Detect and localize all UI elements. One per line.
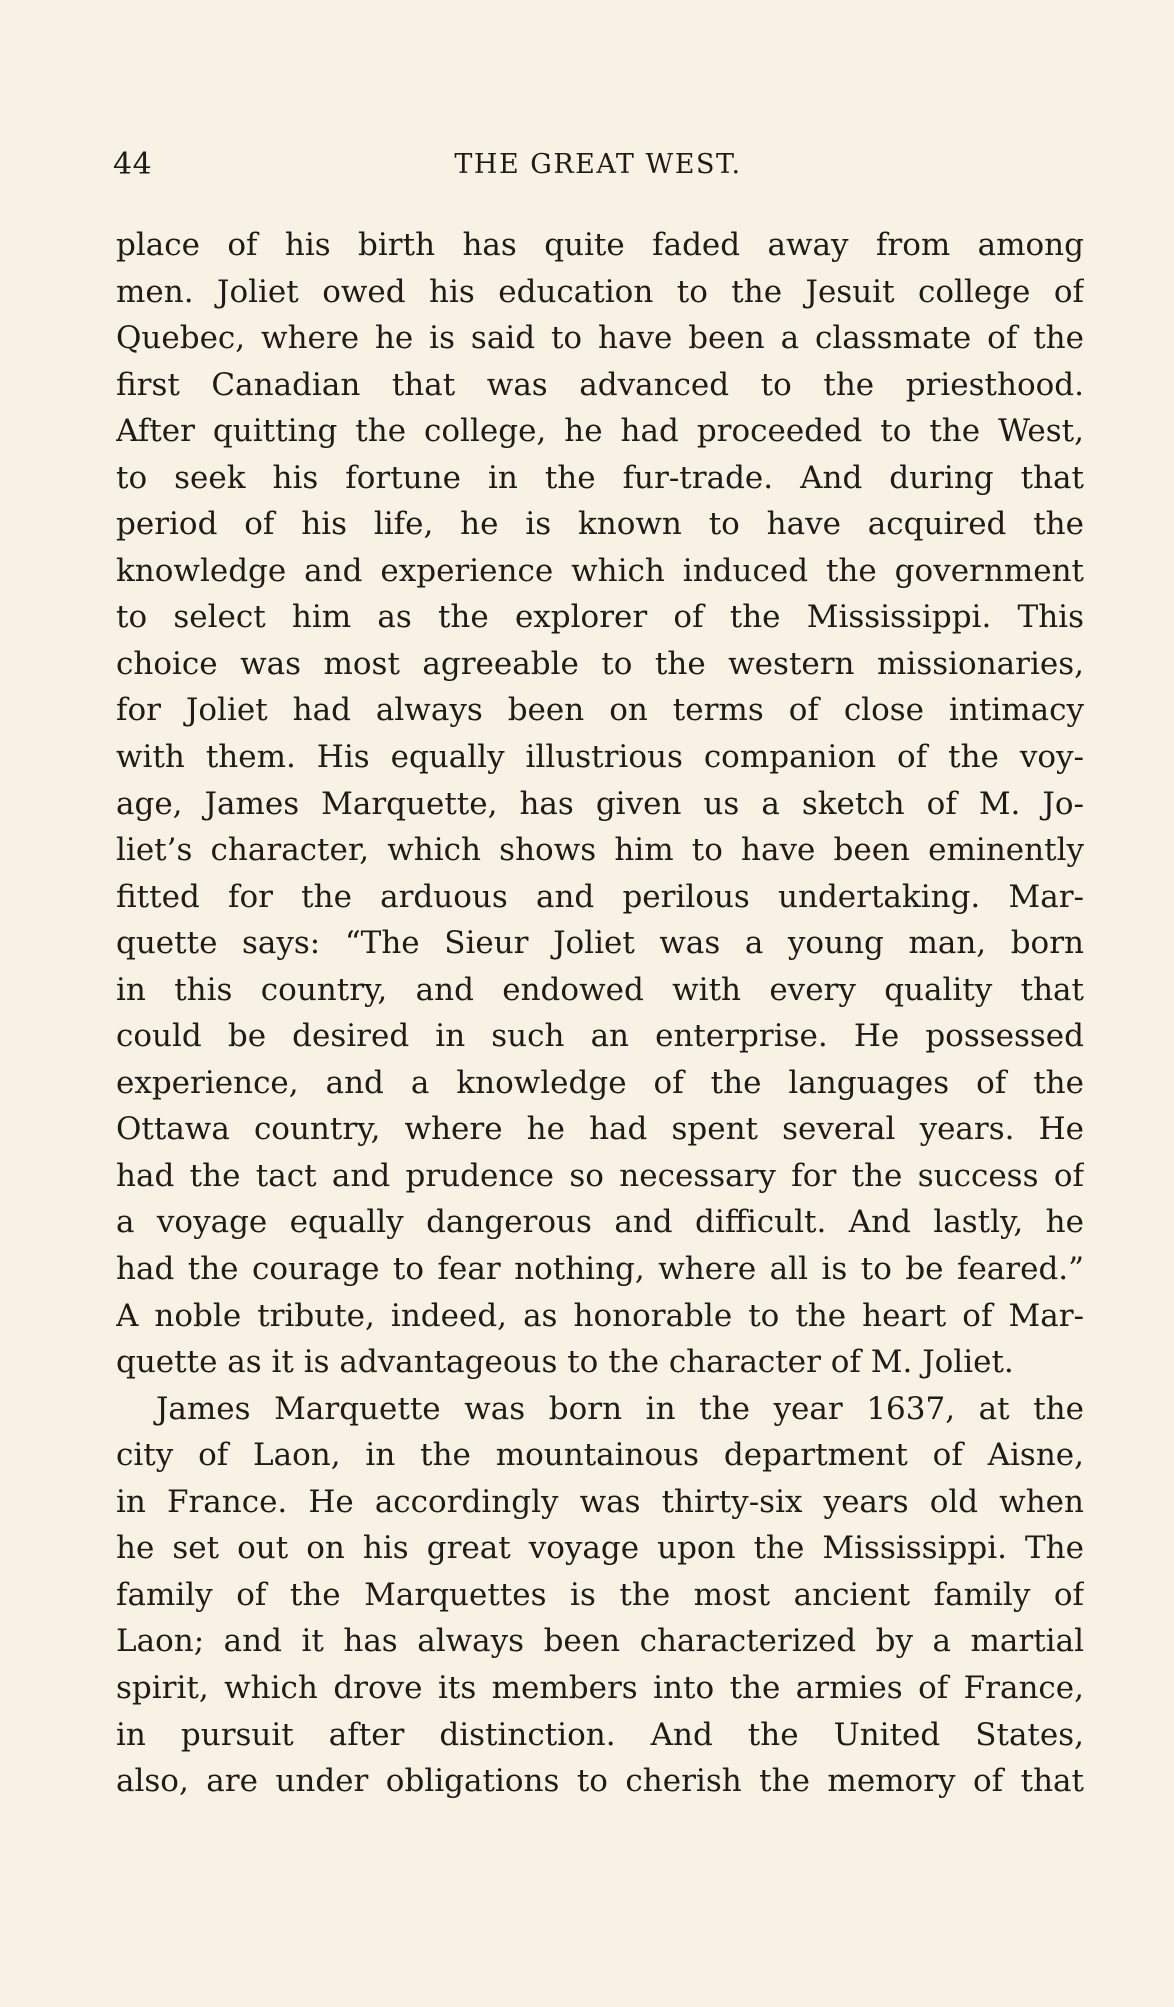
text-line: After quitting the college, he had proceeded to the West,: [116, 413, 1084, 450]
text-line: in this country, and endowed with every quality that: [116, 971, 1084, 1008]
text-line: experience, and a knowledge of the languages of the: [116, 1064, 1084, 1101]
text-line: he set out on his great voyage upon the Mississippi. The: [116, 1530, 1084, 1567]
page-number: 44: [113, 147, 153, 182]
text-line: knowledge and experience which induced the government: [116, 552, 1084, 589]
text-line: fitted for the arduous and perilous undertaking. Mar-: [116, 878, 1084, 915]
text-line: first Canadian that was advanced to the priesthood.: [116, 366, 1084, 403]
text-line: period of his life, he is known to have acquired the: [116, 506, 1084, 543]
text-line: age, James Marquette, has given us a sketch of M. Jo-: [116, 785, 1084, 822]
text-line: to seek his fortune in the fur-trade. And during that: [116, 459, 1084, 496]
text-line: a voyage equally dangerous and difficult. And lastly, he: [116, 1204, 1084, 1241]
text-line: could be desired in such an enterprise. He possessed: [116, 1018, 1084, 1055]
text-line: in pursuit after distinction. And the United States,: [116, 1716, 1084, 1753]
text-line: liet’s character, which shows him to have been eminently: [116, 832, 1084, 869]
text-line: had the courage to fear nothing, where all is to be feared.”: [116, 1251, 1084, 1288]
text-line: Ottawa country, where he had spent several years. He: [116, 1111, 1084, 1148]
text-line: spirit, which drove its members into the armies of France,: [116, 1669, 1084, 1706]
text-line: city of Laon, in the mountainous department of Aisne,: [116, 1437, 1084, 1474]
text-line: place of his birth has quite faded away from among: [116, 227, 1084, 263]
text-line: quette says: “The Sieur Joliet was a young man, born: [116, 925, 1084, 962]
text-line: men. Joliet owed his education to the Jesuit college of: [116, 273, 1084, 310]
text-line: had the tact and prudence so necessary for the success of: [116, 1157, 1084, 1194]
paragraph-first-line: James Marquette was born in the year 1637, at the: [156, 1390, 1084, 1427]
text-line: also, are under obligations to cherish the memory of that: [116, 1763, 1084, 1800]
text-line: Laon; and it has always been characterized by a martial: [116, 1623, 1084, 1660]
text-line: for Joliet had always been on terms of close intimacy: [116, 692, 1084, 729]
text-line: quette as it is advantageous to the character of M. Joliet.: [116, 1344, 1014, 1381]
running-head: THE GREAT WEST.: [454, 149, 742, 180]
text-line: in France. He accordingly was thirty-six years old when: [116, 1483, 1084, 1520]
text-line: family of the Marquettes is the most ancient family of: [116, 1576, 1084, 1613]
page-header: [113, 140, 1083, 190]
text-line: Quebec, where he is said to have been a classmate of the: [116, 320, 1084, 357]
text-line: to select him as the explorer of the Mississippi. This: [116, 599, 1084, 636]
body-text: [116, 222, 1084, 1805]
text-line: choice was most agreeable to the western missionaries,: [116, 645, 1084, 682]
text-line: with them. His equally illustrious companion of the voy-: [116, 739, 1084, 776]
text-line: A noble tribute, indeed, as honorable to the heart of Mar-: [116, 1297, 1084, 1334]
